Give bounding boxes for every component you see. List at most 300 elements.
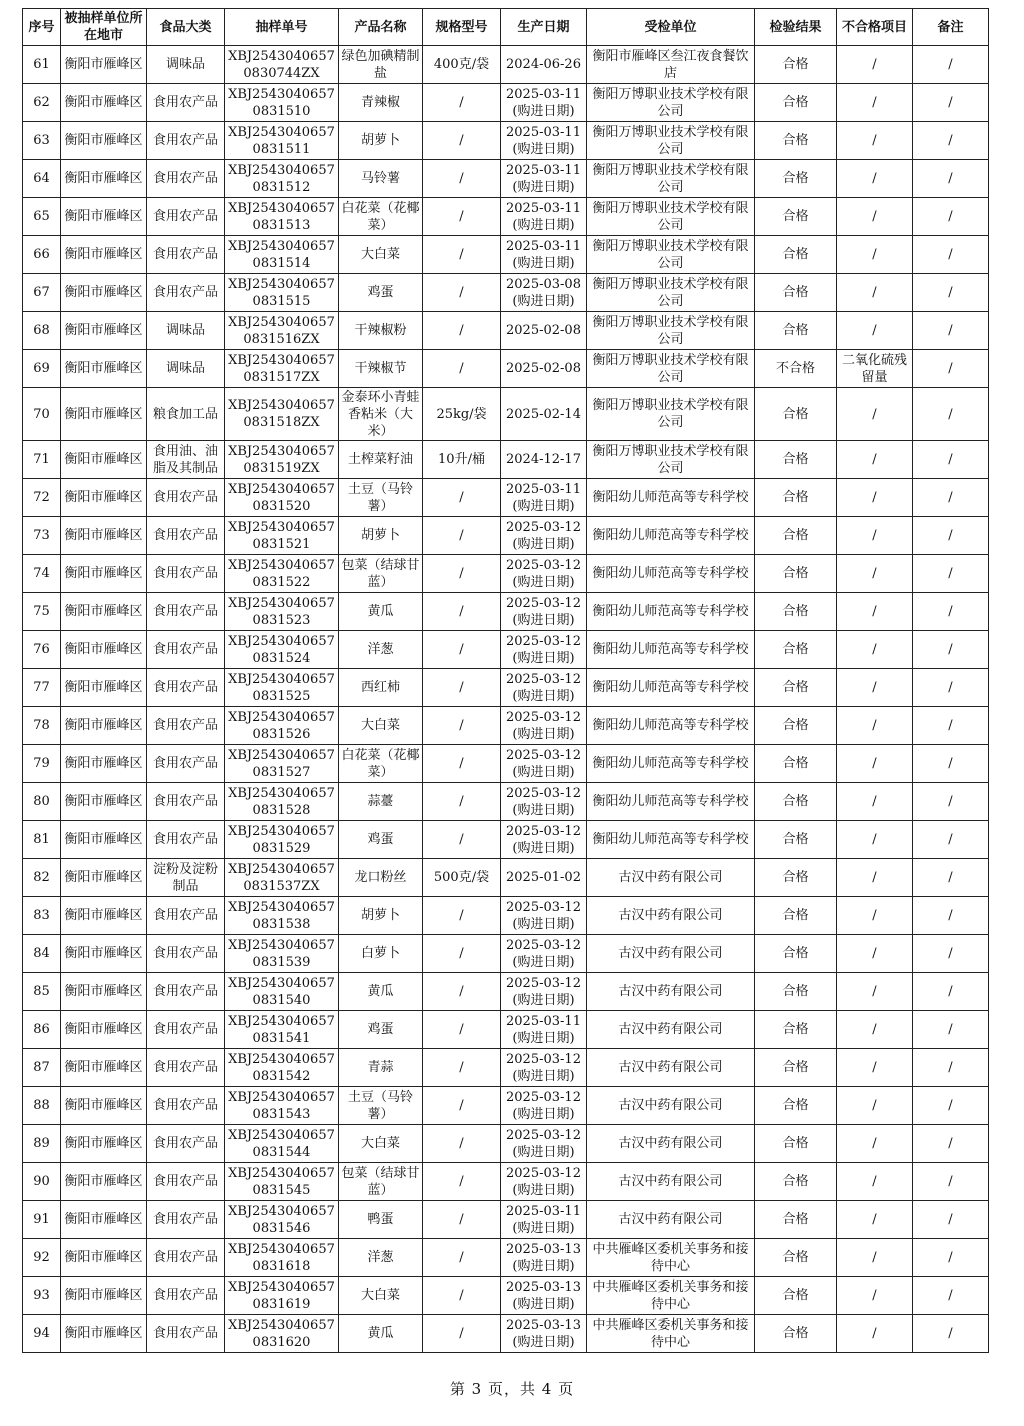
remark-cell: / — [913, 669, 989, 707]
sample-number-cell: XBJ25430406570831529 — [225, 821, 339, 859]
production-date-cell: 2025-03-11(购进日期) — [501, 479, 587, 517]
inspected-unit-cell: 古汉中药有限公司 — [587, 935, 755, 973]
sampled-location-cell: 衡阳市雁峰区 — [61, 84, 147, 122]
product-name-cell: 大白菜 — [339, 707, 423, 745]
product-name-cell: 黄瓜 — [339, 973, 423, 1011]
table-row — [23, 669, 989, 707]
food-category-cell: 食用农产品 — [147, 1239, 225, 1277]
food-category-cell: 食用农产品 — [147, 555, 225, 593]
food-category-cell: 食用农产品 — [147, 198, 225, 236]
food-category-cell: 食用农产品 — [147, 1087, 225, 1125]
sampled-location-cell: 衡阳市雁峰区 — [61, 1087, 147, 1125]
product-name-cell: 土豆（马铃薯） — [339, 479, 423, 517]
table-row — [23, 84, 989, 122]
table-row — [23, 517, 989, 555]
sampled-location-cell: 衡阳市雁峰区 — [61, 821, 147, 859]
specification-cell: / — [423, 821, 501, 859]
inspected-unit-cell: 衡阳幼儿师范高等专科学校 — [587, 593, 755, 631]
sample-number-cell: XBJ25430406570831521 — [225, 517, 339, 555]
table-row — [23, 897, 989, 935]
food-category-cell: 粮食加工品 — [147, 388, 225, 441]
specification-cell: / — [423, 1125, 501, 1163]
sampled-location-cell: 衡阳市雁峰区 — [61, 745, 147, 783]
product-name-cell: 干辣椒节 — [339, 350, 423, 388]
table-row — [23, 350, 989, 388]
production-date-cell: 2025-03-12(购进日期) — [501, 593, 587, 631]
row-number-cell: 88 — [23, 1087, 61, 1125]
product-name-cell: 大白菜 — [339, 1277, 423, 1315]
sample-number-cell: XBJ25430406570831619 — [225, 1277, 339, 1315]
product-name-cell: 马铃薯 — [339, 160, 423, 198]
sampled-location-cell: 衡阳市雁峰区 — [61, 1163, 147, 1201]
sample-number-cell: XBJ25430406570831522 — [225, 555, 339, 593]
inspected-unit-cell: 衡阳万博职业技术学校有限公司 — [587, 236, 755, 274]
inspected-unit-cell: 衡阳幼儿师范高等专科学校 — [587, 517, 755, 555]
row-number-cell: 69 — [23, 350, 61, 388]
inspection-result-cell: 合格 — [755, 274, 837, 312]
row-number-cell: 83 — [23, 897, 61, 935]
sampled-location-cell: 衡阳市雁峰区 — [61, 897, 147, 935]
specification-cell: / — [423, 935, 501, 973]
inspection-result-cell: 合格 — [755, 1011, 837, 1049]
inspection-result-cell: 合格 — [755, 555, 837, 593]
row-number-cell: 75 — [23, 593, 61, 631]
product-name-cell: 土豆（马铃薯） — [339, 1087, 423, 1125]
table-header-row — [23, 9, 989, 46]
row-number-cell: 78 — [23, 707, 61, 745]
inspected-unit-cell: 衡阳万博职业技术学校有限公司 — [587, 312, 755, 350]
row-number-cell: 70 — [23, 388, 61, 441]
specification-cell: / — [423, 1163, 501, 1201]
sampled-location-cell: 衡阳市雁峰区 — [61, 479, 147, 517]
inspected-unit-cell: 中共雁峰区委机关事务和接待中心 — [587, 1315, 755, 1353]
product-name-cell: 胡萝卜 — [339, 897, 423, 935]
inspection-result-cell: 合格 — [755, 935, 837, 973]
product-name-cell: 蒜薹 — [339, 783, 423, 821]
table-row — [23, 1201, 989, 1239]
inspected-unit-cell: 古汉中药有限公司 — [587, 1087, 755, 1125]
specification-cell: / — [423, 1087, 501, 1125]
table-row — [23, 935, 989, 973]
inspected-unit-cell: 古汉中药有限公司 — [587, 897, 755, 935]
sample-number-cell: XBJ25430406570831544 — [225, 1125, 339, 1163]
production-date-cell: 2025-03-11(购进日期) — [501, 1011, 587, 1049]
failed-item-cell: / — [837, 669, 913, 707]
production-date-cell: 2025-03-12(购进日期) — [501, 1087, 587, 1125]
table-body — [23, 46, 989, 1353]
specification-cell: / — [423, 84, 501, 122]
sampled-location-cell: 衡阳市雁峰区 — [61, 555, 147, 593]
specification-cell: / — [423, 312, 501, 350]
row-number-cell: 77 — [23, 669, 61, 707]
row-number-cell: 65 — [23, 198, 61, 236]
inspected-unit-cell: 衡阳幼儿师范高等专科学校 — [587, 631, 755, 669]
sampled-location-cell: 衡阳市雁峰区 — [61, 198, 147, 236]
inspection-result-cell: 合格 — [755, 1125, 837, 1163]
production-date-cell: 2025-03-12(购进日期) — [501, 669, 587, 707]
table-row — [23, 236, 989, 274]
sampled-location-cell: 衡阳市雁峰区 — [61, 46, 147, 84]
sample-number-cell: XBJ25430406570831526 — [225, 707, 339, 745]
production-date-cell: 2025-03-13(购进日期) — [501, 1239, 587, 1277]
sample-number-cell: XBJ25430406570831538 — [225, 897, 339, 935]
production-date-cell: 2024-12-17 — [501, 441, 587, 479]
sample-number-cell: XBJ25430406570831511 — [225, 122, 339, 160]
inspected-unit-cell: 古汉中药有限公司 — [587, 973, 755, 1011]
row-number-cell: 85 — [23, 973, 61, 1011]
inspection-result-cell: 合格 — [755, 1239, 837, 1277]
product-name-cell: 洋葱 — [339, 631, 423, 669]
remark-cell: / — [913, 935, 989, 973]
row-number-cell: 91 — [23, 1201, 61, 1239]
product-name-cell: 白萝卜 — [339, 935, 423, 973]
inspected-unit-cell: 衡阳万博职业技术学校有限公司 — [587, 350, 755, 388]
sample-number-cell: XBJ25430406570831525 — [225, 669, 339, 707]
sampled-location-cell: 衡阳市雁峰区 — [61, 783, 147, 821]
sample-number-cell: XBJ25430406570831523 — [225, 593, 339, 631]
inspected-unit-cell: 中共雁峰区委机关事务和接待中心 — [587, 1239, 755, 1277]
failed-item-cell: / — [837, 859, 913, 897]
table-row — [23, 198, 989, 236]
sample-number-cell: XBJ25430406570831528 — [225, 783, 339, 821]
sampled-location-cell: 衡阳市雁峰区 — [61, 388, 147, 441]
remark-cell: / — [913, 973, 989, 1011]
food-category-cell: 食用农产品 — [147, 1163, 225, 1201]
food-category-cell: 淀粉及淀粉制品 — [147, 859, 225, 897]
production-date-cell: 2025-03-12(购进日期) — [501, 517, 587, 555]
food-category-cell: 食用农产品 — [147, 745, 225, 783]
specification-cell: / — [423, 198, 501, 236]
sampled-location-cell: 衡阳市雁峰区 — [61, 312, 147, 350]
row-number-cell: 89 — [23, 1125, 61, 1163]
failed-item-cell: / — [837, 198, 913, 236]
remark-cell: / — [913, 783, 989, 821]
inspection-result-cell: 合格 — [755, 1163, 837, 1201]
table-row — [23, 1087, 989, 1125]
sample-number-cell: XBJ25430406570831517ZX — [225, 350, 339, 388]
header-cell: 备注 — [913, 9, 989, 46]
specification-cell: / — [423, 555, 501, 593]
row-number-cell: 79 — [23, 745, 61, 783]
food-category-cell: 食用农产品 — [147, 669, 225, 707]
row-number-cell: 81 — [23, 821, 61, 859]
remark-cell: / — [913, 274, 989, 312]
failed-item-cell: / — [837, 935, 913, 973]
remark-cell: / — [913, 707, 989, 745]
inspected-unit-cell: 衡阳万博职业技术学校有限公司 — [587, 388, 755, 441]
production-date-cell: 2025-03-12(购进日期) — [501, 973, 587, 1011]
specification-cell: / — [423, 1315, 501, 1353]
sampled-location-cell: 衡阳市雁峰区 — [61, 973, 147, 1011]
table-row — [23, 973, 989, 1011]
failed-item-cell: / — [837, 555, 913, 593]
production-date-cell: 2025-02-08 — [501, 312, 587, 350]
remark-cell: / — [913, 1239, 989, 1277]
row-number-cell: 71 — [23, 441, 61, 479]
inspection-result-cell: 合格 — [755, 783, 837, 821]
remark-cell: / — [913, 160, 989, 198]
inspected-unit-cell: 衡阳市雁峰区叁江夜食餐饮店 — [587, 46, 755, 84]
production-date-cell: 2025-03-12(购进日期) — [501, 897, 587, 935]
food-category-cell: 食用农产品 — [147, 517, 225, 555]
sample-number-cell: XBJ25430406570831519ZX — [225, 441, 339, 479]
inspection-result-cell: 合格 — [755, 1277, 837, 1315]
remark-cell: / — [913, 745, 989, 783]
sample-number-cell: XBJ25430406570831542 — [225, 1049, 339, 1087]
row-number-cell: 64 — [23, 160, 61, 198]
table-row — [23, 783, 989, 821]
product-name-cell: 鸭蛋 — [339, 1201, 423, 1239]
header-cell: 食品大类 — [147, 9, 225, 46]
sample-number-cell: XBJ25430406570831527 — [225, 745, 339, 783]
specification-cell: / — [423, 707, 501, 745]
production-date-cell: 2025-03-12(购进日期) — [501, 1163, 587, 1201]
sampled-location-cell: 衡阳市雁峰区 — [61, 1049, 147, 1087]
specification-cell: / — [423, 1277, 501, 1315]
sample-number-cell: XBJ25430406570831513 — [225, 198, 339, 236]
food-category-cell: 食用农产品 — [147, 1049, 225, 1087]
inspected-unit-cell: 衡阳幼儿师范高等专科学校 — [587, 707, 755, 745]
header-cell: 受检单位 — [587, 9, 755, 46]
product-name-cell: 绿色加碘精制盐 — [339, 46, 423, 84]
inspection-result-cell: 合格 — [755, 160, 837, 198]
inspected-unit-cell: 古汉中药有限公司 — [587, 1201, 755, 1239]
table-row — [23, 859, 989, 897]
product-name-cell: 洋葱 — [339, 1239, 423, 1277]
inspection-result-cell: 合格 — [755, 669, 837, 707]
food-category-cell: 食用农产品 — [147, 84, 225, 122]
inspected-unit-cell: 衡阳幼儿师范高等专科学校 — [587, 821, 755, 859]
sampled-location-cell: 衡阳市雁峰区 — [61, 517, 147, 555]
sampled-location-cell: 衡阳市雁峰区 — [61, 1011, 147, 1049]
remark-cell: / — [913, 236, 989, 274]
table-row — [23, 593, 989, 631]
table-row — [23, 555, 989, 593]
food-category-cell: 食用农产品 — [147, 479, 225, 517]
row-number-cell: 80 — [23, 783, 61, 821]
inspection-result-cell: 合格 — [755, 388, 837, 441]
remark-cell: / — [913, 593, 989, 631]
inspection-result-cell: 合格 — [755, 441, 837, 479]
remark-cell: / — [913, 350, 989, 388]
food-category-cell: 调味品 — [147, 312, 225, 350]
production-date-cell: 2025-03-12(购进日期) — [501, 555, 587, 593]
product-name-cell: 白花菜（花椰菜） — [339, 745, 423, 783]
production-date-cell: 2025-03-13(购进日期) — [501, 1277, 587, 1315]
sample-number-cell: XBJ25430406570831518ZX — [225, 388, 339, 441]
remark-cell: / — [913, 1315, 989, 1353]
remark-cell: / — [913, 1011, 989, 1049]
specification-cell: 400克/袋 — [423, 46, 501, 84]
inspected-unit-cell: 衡阳幼儿师范高等专科学校 — [587, 745, 755, 783]
row-number-cell: 76 — [23, 631, 61, 669]
production-date-cell: 2025-01-02 — [501, 859, 587, 897]
product-name-cell: 大白菜 — [339, 236, 423, 274]
production-date-cell: 2025-03-11(购进日期) — [501, 122, 587, 160]
inspected-unit-cell: 中共雁峰区委机关事务和接待中心 — [587, 1277, 755, 1315]
remark-cell: / — [913, 859, 989, 897]
inspected-unit-cell: 衡阳幼儿师范高等专科学校 — [587, 555, 755, 593]
inspection-result-cell: 合格 — [755, 631, 837, 669]
inspection-result-cell: 合格 — [755, 198, 837, 236]
table-row — [23, 1125, 989, 1163]
specification-cell: / — [423, 897, 501, 935]
table-row — [23, 1011, 989, 1049]
sample-number-cell: XBJ25430406570831618 — [225, 1239, 339, 1277]
failed-item-cell: / — [837, 1239, 913, 1277]
production-date-cell: 2025-03-11(购进日期) — [501, 84, 587, 122]
inspected-unit-cell: 衡阳万博职业技术学校有限公司 — [587, 84, 755, 122]
product-name-cell: 金泰环小青蛙香粘米（大米） — [339, 388, 423, 441]
inspected-unit-cell: 衡阳万博职业技术学校有限公司 — [587, 274, 755, 312]
product-name-cell: 鸡蛋 — [339, 274, 423, 312]
product-name-cell: 土榨菜籽油 — [339, 441, 423, 479]
sampled-location-cell: 衡阳市雁峰区 — [61, 1201, 147, 1239]
food-category-cell: 食用农产品 — [147, 236, 225, 274]
sampled-location-cell: 衡阳市雁峰区 — [61, 122, 147, 160]
sample-number-cell: XBJ25430406570831512 — [225, 160, 339, 198]
food-category-cell: 食用农产品 — [147, 122, 225, 160]
food-category-cell: 食用农产品 — [147, 1277, 225, 1315]
food-category-cell: 食用农产品 — [147, 160, 225, 198]
inspection-result-cell: 合格 — [755, 517, 837, 555]
inspection-result-cell: 合格 — [755, 312, 837, 350]
sample-number-cell: XBJ25430406570831537ZX — [225, 859, 339, 897]
sampled-location-cell: 衡阳市雁峰区 — [61, 1315, 147, 1353]
row-number-cell: 94 — [23, 1315, 61, 1353]
failed-item-cell: / — [837, 236, 913, 274]
failed-item-cell: / — [837, 274, 913, 312]
table-row — [23, 479, 989, 517]
food-category-cell: 食用农产品 — [147, 1011, 225, 1049]
food-category-cell: 食用农产品 — [147, 821, 225, 859]
production-date-cell: 2025-03-12(购进日期) — [501, 1125, 587, 1163]
inspected-unit-cell: 古汉中药有限公司 — [587, 1049, 755, 1087]
specification-cell: / — [423, 236, 501, 274]
product-name-cell: 干辣椒粉 — [339, 312, 423, 350]
inspection-result-cell: 合格 — [755, 745, 837, 783]
table-row — [23, 46, 989, 84]
sampled-location-cell: 衡阳市雁峰区 — [61, 274, 147, 312]
inspection-result-cell: 合格 — [755, 122, 837, 160]
inspection-result-cell: 合格 — [755, 1087, 837, 1125]
product-name-cell: 胡萝卜 — [339, 122, 423, 160]
table-row — [23, 707, 989, 745]
failed-item-cell: / — [837, 1201, 913, 1239]
sample-number-cell: XBJ25430406570831515 — [225, 274, 339, 312]
failed-item-cell: 二氧化硫残留量 — [837, 350, 913, 388]
header-cell: 抽样单号 — [225, 9, 339, 46]
row-number-cell: 92 — [23, 1239, 61, 1277]
food-category-cell: 食用农产品 — [147, 973, 225, 1011]
row-number-cell: 73 — [23, 517, 61, 555]
production-date-cell: 2025-02-14 — [501, 388, 587, 441]
inspection-result-cell: 合格 — [755, 593, 837, 631]
sampled-location-cell: 衡阳市雁峰区 — [61, 935, 147, 973]
food-category-cell: 食用农产品 — [147, 274, 225, 312]
sample-number-cell: XBJ25430406570831620 — [225, 1315, 339, 1353]
sample-number-cell: XBJ25430406570831516ZX — [225, 312, 339, 350]
table-row — [23, 1239, 989, 1277]
table-row — [23, 274, 989, 312]
sampled-location-cell: 衡阳市雁峰区 — [61, 593, 147, 631]
specification-cell: 25kg/袋 — [423, 388, 501, 441]
inspected-unit-cell: 古汉中药有限公司 — [587, 859, 755, 897]
remark-cell: / — [913, 1049, 989, 1087]
sample-number-cell: XBJ25430406570831543 — [225, 1087, 339, 1125]
food-category-cell: 食用农产品 — [147, 783, 225, 821]
food-category-cell: 食用油、油脂及其制品 — [147, 441, 225, 479]
sampled-location-cell: 衡阳市雁峰区 — [61, 350, 147, 388]
inspected-unit-cell: 衡阳万博职业技术学校有限公司 — [587, 441, 755, 479]
production-date-cell: 2025-03-12(购进日期) — [501, 707, 587, 745]
production-date-cell: 2025-03-12(购进日期) — [501, 821, 587, 859]
failed-item-cell: / — [837, 1277, 913, 1315]
row-number-cell: 62 — [23, 84, 61, 122]
production-date-cell: 2025-03-12(购进日期) — [501, 745, 587, 783]
table-row — [23, 1315, 989, 1353]
remark-cell: / — [913, 897, 989, 935]
sample-number-cell: XBJ25430406570831540 — [225, 973, 339, 1011]
sample-number-cell: XBJ25430406570831546 — [225, 1201, 339, 1239]
inspected-unit-cell: 古汉中药有限公司 — [587, 1163, 755, 1201]
food-category-cell: 食用农产品 — [147, 1201, 225, 1239]
row-number-cell: 93 — [23, 1277, 61, 1315]
failed-item-cell: / — [837, 821, 913, 859]
production-date-cell: 2025-03-08(购进日期) — [501, 274, 587, 312]
specification-cell: / — [423, 745, 501, 783]
remark-cell: / — [913, 1087, 989, 1125]
sampled-location-cell: 衡阳市雁峰区 — [61, 236, 147, 274]
sampled-location-cell: 衡阳市雁峰区 — [61, 631, 147, 669]
specification-cell: 500克/袋 — [423, 859, 501, 897]
inspection-result-cell: 合格 — [755, 707, 837, 745]
product-name-cell: 大白菜 — [339, 1125, 423, 1163]
row-number-cell: 74 — [23, 555, 61, 593]
row-number-cell: 90 — [23, 1163, 61, 1201]
table-row — [23, 388, 989, 441]
failed-item-cell: / — [837, 1125, 913, 1163]
failed-item-cell: / — [837, 160, 913, 198]
product-name-cell: 鸡蛋 — [339, 821, 423, 859]
inspection-result-cell: 合格 — [755, 46, 837, 84]
production-date-cell: 2025-03-12(购进日期) — [501, 935, 587, 973]
food-category-cell: 食用农产品 — [147, 1125, 225, 1163]
table-row — [23, 160, 989, 198]
sample-number-cell: XBJ25430406570831514 — [225, 236, 339, 274]
product-name-cell: 胡萝卜 — [339, 517, 423, 555]
sample-number-cell: XBJ25430406570831541 — [225, 1011, 339, 1049]
header-cell: 生产日期 — [501, 9, 587, 46]
failed-item-cell: / — [837, 1315, 913, 1353]
row-number-cell: 72 — [23, 479, 61, 517]
sample-number-cell: XBJ25430406570831524 — [225, 631, 339, 669]
inspected-unit-cell: 古汉中药有限公司 — [587, 1125, 755, 1163]
header-cell: 不合格项目 — [837, 9, 913, 46]
food-category-cell: 调味品 — [147, 350, 225, 388]
remark-cell: / — [913, 1201, 989, 1239]
inspection-result-cell: 合格 — [755, 859, 837, 897]
failed-item-cell: / — [837, 479, 913, 517]
remark-cell: / — [913, 198, 989, 236]
remark-cell: / — [913, 46, 989, 84]
specification-cell: / — [423, 1049, 501, 1087]
production-date-cell: 2025-03-11(购进日期) — [501, 198, 587, 236]
failed-item-cell: / — [837, 1163, 913, 1201]
remark-cell: / — [913, 388, 989, 441]
specification-cell: / — [423, 783, 501, 821]
failed-item-cell: / — [837, 312, 913, 350]
